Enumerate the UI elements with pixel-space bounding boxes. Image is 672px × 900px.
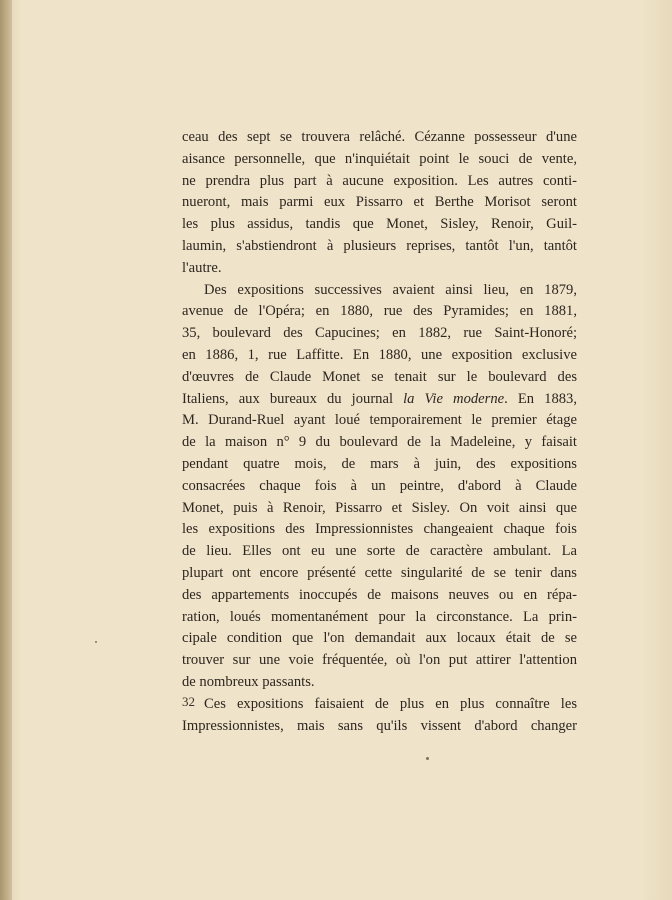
text-line: cipale condition que l'on demandait aux locaux était de se (182, 630, 577, 647)
text-line: de nombreux passants. (182, 673, 315, 690)
text-line: nueront, mais parmi eux Pissarro et Berthe Morisot seront (182, 194, 577, 211)
text-line: pendant quatre mois, de mars à juin, des expositions (182, 455, 577, 472)
text-line: en 1886, 1, rue Laffitte. En 1880, une exposition exclusive (182, 346, 577, 363)
page-binding-edge (0, 0, 12, 900)
text-line: Ces expositions faisaient de plus en plus connaître les (204, 695, 577, 712)
text-line (182, 389, 577, 411)
text-run: Italiens, aux bureaux du journal (182, 390, 404, 407)
text-line: les plus assidus, tandis que Monet, Sisley, Renoir, Guil- (182, 216, 577, 233)
text-line: aisance personnelle, que n'inquiétait point le souci de vente, (182, 150, 577, 167)
text-line: Des expositions successives avaient ainsi lieu, en 1879, (204, 281, 577, 298)
text-line: trouver sur une voie fréquentée, où l'on put attirer l'attention (182, 652, 577, 669)
text-line: l'autre. (182, 259, 222, 276)
text-line: ration, loués momentanément pour la circonstance. La prin- (182, 608, 577, 625)
text-line: des appartements inoccupés de maisons neuves ou en répa- (182, 586, 577, 603)
text-line: Monet, puis à Renoir, Pissarro et Sisley. On voit ainsi que (182, 499, 577, 516)
text-run: . En 1883, (504, 390, 577, 407)
text-line: M. Durand-Ruel ayant loué temporairement le premier étage (182, 412, 577, 429)
body-text (182, 127, 577, 737)
paper-speck (95, 641, 97, 643)
text-line: d'œuvres de Claude Monet se tenait sur le boulevard des (182, 368, 577, 385)
text-line: laumin, s'abstiendront à plusieurs reprises, tantôt l'un, tantôt (182, 237, 577, 254)
journal-title: la Vie moderne (403, 390, 505, 407)
text-line: avenue de l'Opéra; en 1880, rue des Pyramides; en 1881, (182, 303, 577, 320)
page-number: 32 (182, 694, 195, 709)
text-line: les expositions des Impressionnistes changeaient chaque fois (182, 521, 577, 538)
text-line: plupart ont encore présenté cette singularité de se tenir dans (182, 564, 577, 581)
text-line: ceau des sept se trouvera relâché. Cézanne possesseur d'une (182, 129, 577, 145)
text-line: ne prendra plus part à aucune exposition. Les autres conti- (182, 172, 577, 189)
paper-speck (426, 757, 429, 760)
text-line: de lieu. Elles ont eu une sorte de caractère ambulant. La (182, 543, 577, 560)
text-line: consacrées chaque fois à un peintre, d'abord à Claude (182, 477, 577, 494)
text-line: de la maison n° 9 du boulevard de la Madeleine, y faisait (182, 434, 577, 451)
text-line: 35, boulevard des Capucines; en 1882, rue Saint-Honoré; (182, 325, 577, 342)
text-line: Impressionnistes, mais sans qu'ils vissent d'abord changer (182, 717, 577, 734)
